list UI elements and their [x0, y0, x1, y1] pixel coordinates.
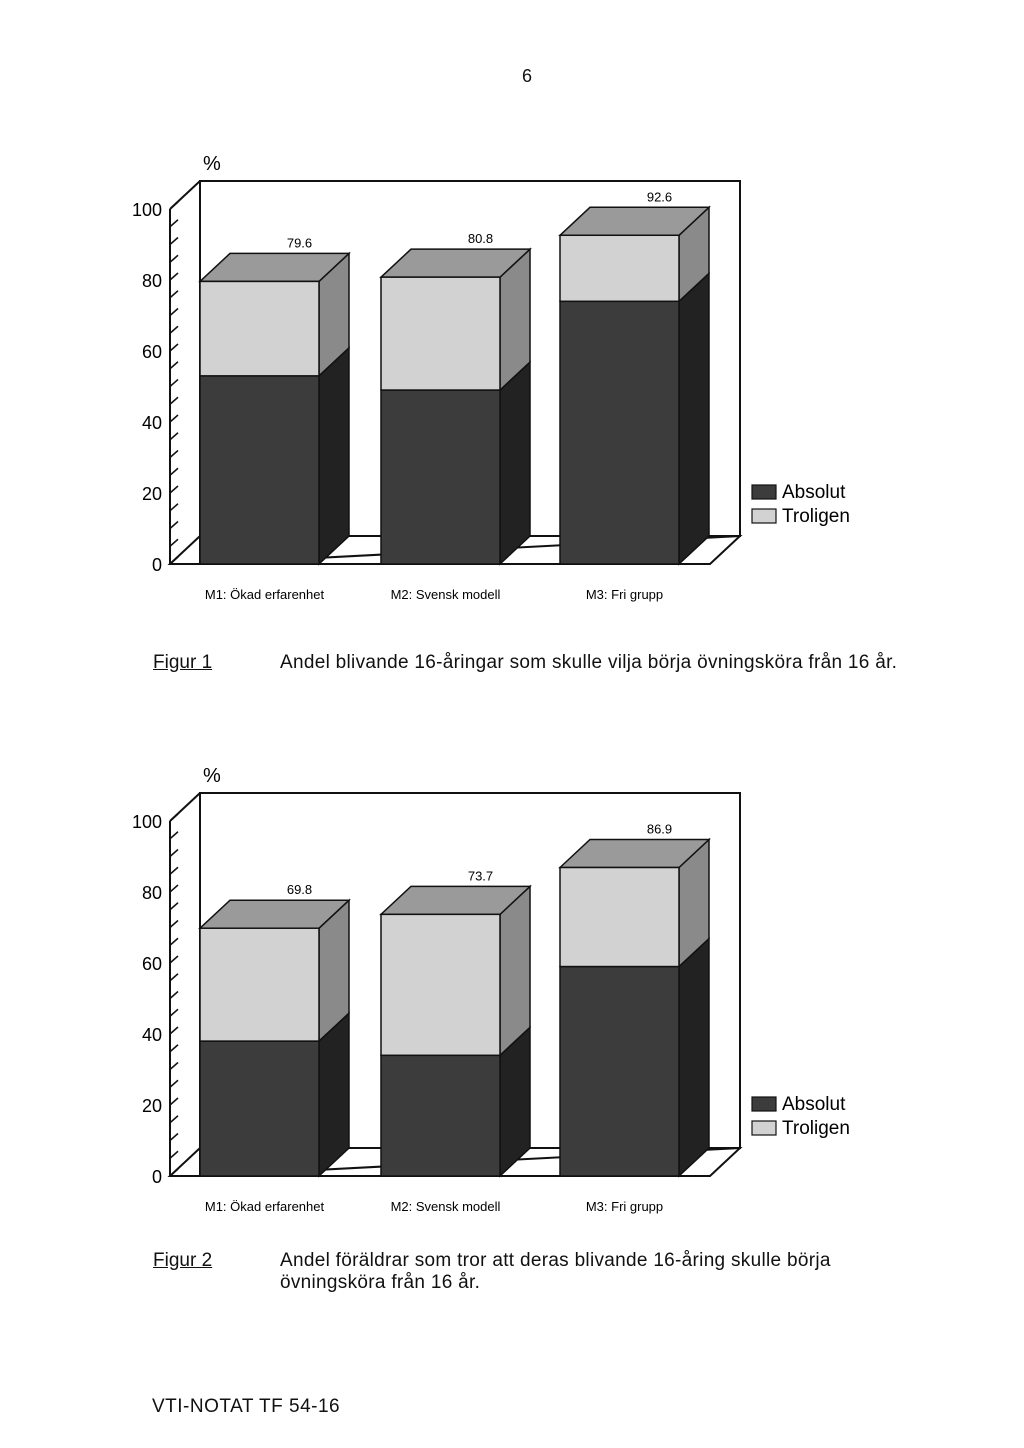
y-tick — [170, 1151, 178, 1158]
y-tick — [170, 938, 178, 945]
bar-total-label: 86.9 — [646, 821, 673, 837]
y-tick — [170, 557, 178, 564]
y-tick — [170, 486, 178, 493]
y-axis-label: % — [203, 153, 221, 175]
bar-side-troligen — [500, 886, 530, 1055]
legend-label: Troligen — [782, 1118, 850, 1139]
y-tick-label: 60 — [141, 342, 162, 362]
y-tick — [170, 1169, 178, 1176]
figure-2-caption — [153, 1250, 913, 1300]
y-tick — [170, 326, 178, 333]
bar-troligen — [200, 928, 319, 1041]
bar-absolut — [560, 301, 679, 564]
y-tick-label: 60 — [141, 954, 162, 974]
bar-troligen — [560, 868, 679, 967]
y-tick — [170, 921, 178, 928]
y-tick-label: 40 — [141, 1025, 162, 1045]
x-category-label: M1: Ökad erfarenhet — [204, 587, 325, 602]
y-tick — [170, 468, 178, 475]
y-tick — [170, 956, 178, 963]
bar-total-label: 69.8 — [286, 882, 313, 898]
bar-side-absolut — [679, 939, 709, 1176]
bar-absolut — [381, 1055, 500, 1176]
y-tick-label: 0 — [151, 555, 162, 575]
y-tick — [170, 974, 178, 981]
y-tick — [170, 1045, 178, 1052]
y-tick — [170, 380, 178, 387]
y-tick — [170, 397, 178, 404]
y-tick — [170, 814, 178, 821]
figure-1-text: Andel blivande 16-åringar som skulle vilja börja övningsköra från 16 år. — [280, 652, 898, 673]
legend-swatch-absolut — [752, 485, 776, 499]
y-tick — [170, 832, 178, 839]
x-category-label: M3: Fri grupp — [585, 1199, 664, 1214]
y-tick-label: 0 — [151, 1167, 162, 1187]
y-tick — [170, 1134, 178, 1141]
bar-total-label: 79.6 — [286, 235, 313, 251]
y-tick — [170, 1027, 178, 1034]
chart-2 — [0, 752, 1024, 1222]
legend-label: Absolut — [782, 1094, 846, 1115]
y-tick — [170, 220, 178, 227]
bar-total-label: 73.7 — [467, 868, 494, 884]
bar-troligen — [381, 277, 500, 390]
bar-absolut — [200, 376, 319, 564]
y-tick-label: 80 — [141, 271, 162, 291]
legend-swatch-absolut — [752, 1097, 776, 1111]
y-tick — [170, 1009, 178, 1016]
y-tick — [170, 850, 178, 857]
y-tick — [170, 504, 178, 511]
bar-troligen — [560, 235, 679, 301]
bar-side-absolut — [319, 348, 349, 564]
y-tick — [170, 1116, 178, 1123]
figure-1-caption — [153, 652, 913, 702]
y-tick — [170, 415, 178, 422]
page-number: 6 — [521, 66, 532, 86]
x-category-label: M3: Fri grupp — [585, 587, 664, 602]
legend-swatch-troligen — [752, 1121, 776, 1135]
y-tick — [170, 992, 178, 999]
y-tick — [170, 291, 178, 298]
y-tick — [170, 309, 178, 316]
y-tick — [170, 903, 178, 910]
y-tick-label: 80 — [141, 883, 162, 903]
legend-label: Absolut — [782, 482, 846, 503]
bar-troligen — [381, 914, 500, 1055]
footer-report-id: VTI-NOTAT TF 54-16 — [152, 1396, 341, 1417]
y-tick — [170, 202, 178, 209]
y-tick — [170, 451, 178, 458]
bar-absolut — [381, 390, 500, 564]
legend-label: Troligen — [782, 506, 850, 527]
y-tick — [170, 362, 178, 369]
y-tick — [170, 1080, 178, 1087]
y-tick — [170, 1063, 178, 1070]
y-tick — [170, 255, 178, 262]
chart-1 — [0, 140, 1024, 610]
y-tick-label: 20 — [141, 484, 162, 504]
bar-side-absolut — [679, 273, 709, 564]
y-tick — [170, 1098, 178, 1105]
bar-total-label: 80.8 — [467, 231, 494, 247]
y-axis-label: % — [203, 765, 221, 787]
figure-1-label: Figur 1 — [153, 652, 213, 673]
y-tick — [170, 539, 178, 546]
figure-2-text: Andel föräldrar som tror att deras blivande 16-åring skulle börja övningsköra från 16 år. — [280, 1250, 831, 1293]
x-category-label: M1: Ökad erfarenhet — [204, 1199, 325, 1214]
y-tick-label: 40 — [141, 413, 162, 433]
y-tick — [170, 273, 178, 280]
y-tick-label: 100 — [131, 200, 162, 220]
y-tick — [170, 867, 178, 874]
legend-swatch-troligen — [752, 509, 776, 523]
y-tick-label: 100 — [131, 812, 162, 832]
bar-total-label: 92.6 — [646, 189, 673, 205]
bar-absolut — [200, 1041, 319, 1176]
y-tick-label: 20 — [141, 1096, 162, 1116]
y-tick — [170, 344, 178, 351]
x-category-label: M2: Svensk modell — [390, 587, 501, 602]
figure-2-label: Figur 2 — [153, 1250, 213, 1271]
bar-side-absolut — [500, 362, 530, 564]
x-category-label: M2: Svensk modell — [390, 1199, 501, 1214]
y-tick — [170, 885, 178, 892]
y-tick — [170, 433, 178, 440]
bar-troligen — [200, 281, 319, 375]
y-tick — [170, 238, 178, 245]
y-tick — [170, 522, 178, 529]
bar-absolut — [560, 967, 679, 1176]
